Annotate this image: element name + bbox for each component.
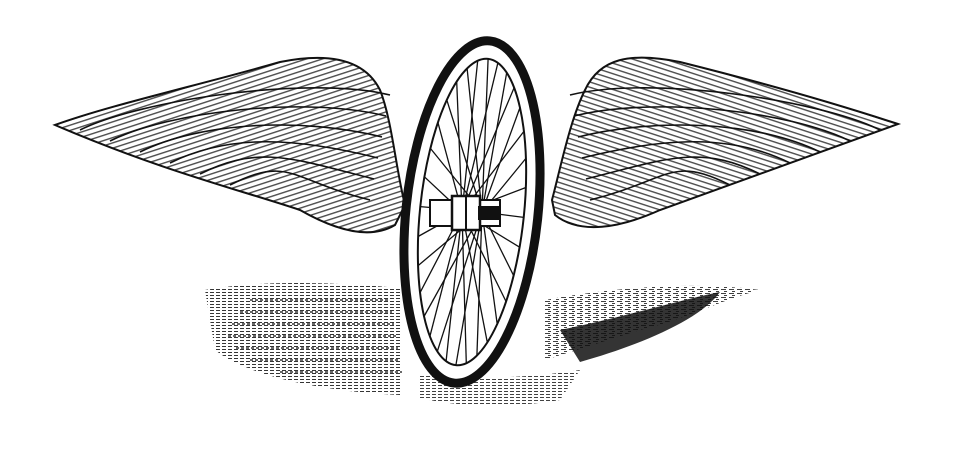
wheel-spoke: [482, 59, 488, 212]
wheel-spoke: [477, 212, 482, 356]
bicycle-wheel: [388, 34, 555, 390]
wheel-spoke: [482, 108, 520, 213]
wheel-spoke: [462, 212, 466, 363]
wheel-spoke: [482, 73, 507, 212]
ground-hatching: [205, 283, 760, 406]
wheel-spoke: [446, 212, 462, 361]
right-wing: [552, 58, 898, 228]
wheel-hub: [430, 196, 500, 230]
left-wing: [55, 58, 405, 232]
